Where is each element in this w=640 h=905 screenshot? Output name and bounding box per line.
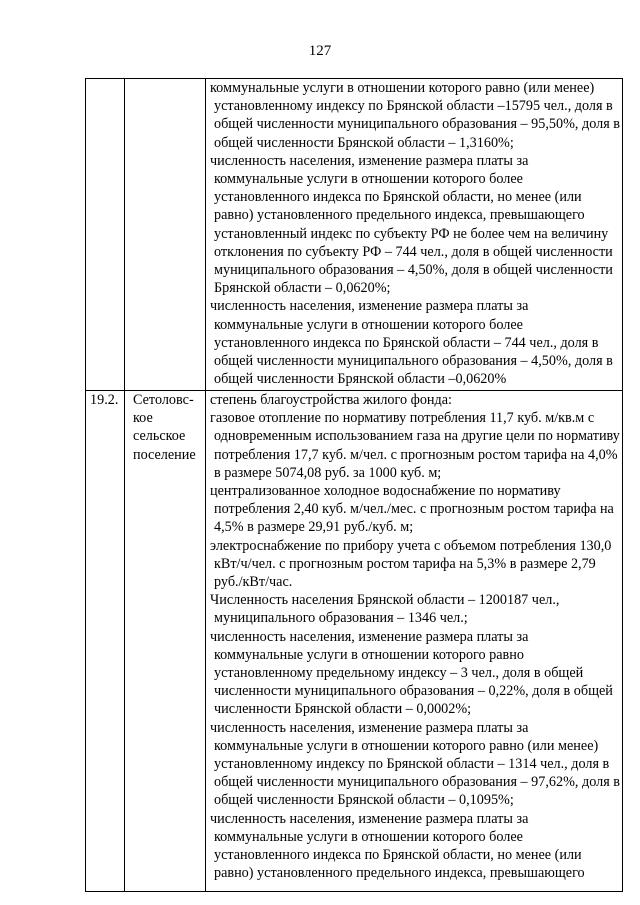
paragraph: коммунальные услуги в отношении которого равно (или менее) установленному индексу по Брянской области –15795 чел., доля в общей численности муниципального образования – 95,50%, доля в общей численности Брянской области – 1,3160%;: [210, 80, 620, 151]
paragraph: централизованное холодное водоснабжение по нормативу потребления 2,40 куб. м/чел./мес. с прогнозным ростом тарифа на 4,5% в размере 29,91 руб./куб. м;: [210, 483, 614, 536]
paragraph: Численность населения Брянской области – 1200187 чел., муниципального образования – 1346 чел.;: [210, 592, 560, 627]
municipality-cell: [125, 391, 206, 892]
paragraph: численность населения, изменение размера платы за коммунальные услуги в отношении которого равно установленному предельному индексу – 3 чел., доля в общей численности муниципального образования – 0,22%, доля в общей численности Брянской области – 0,0002%;: [210, 628, 613, 718]
row-number: 19.2.: [90, 392, 119, 408]
row-number-cell: [86, 79, 125, 391]
paragraph: численность населения, изменение размера платы за коммунальные услуги в отношении которого равно (или менее) установленному индексу по Брянской области – 1314 чел., доля в общей численности муниципального образования – 97,62%, доля в общей численности Брянской области – 0,1095%;: [210, 719, 620, 809]
paragraph: газовое отопление по нормативу потребления 11,7 куб. м/кв.м с одновременным использованием газа на другие цели по нормативу потребления 17,7 куб. м/чел. с прогнозным ростом тарифа на 4,0% в размере 5074,08 руб. за 1000 куб. м;: [210, 410, 620, 481]
paragraph: степень благоустройства жилого фонда:: [210, 392, 452, 408]
municipality-name: Сетоловс-кое сельское поселение: [133, 392, 196, 463]
description-cell: [206, 391, 623, 892]
paragraph: электроснабжение по прибору учета с объемом потребления 130,0 кВт/ч/чел. с прогнозным ростом тарифа на 5,3% в размере 2,79 руб./кВт/час.: [210, 537, 612, 591]
table-row: [86, 79, 623, 391]
municipality-cell: [125, 79, 206, 391]
paragraph: численность населения, изменение размера платы за коммунальные услуги в отношении которого более установленного индекса по Брянской области – 744 чел., доля в общей численности муниципального образования – 4,50%, доля в общей численности Брянской области –0,0620%: [210, 298, 613, 388]
paragraph: численность населения, изменение размера платы за коммунальные услуги в отношении которого более установленного индекса по Брянской области, но менее (или равно) установленного предельного индекса, превышающего установленный индекс по субъекту РФ не более чем на величину отклонения по субъекту РФ – 744 чел., доля в общей численности муниципального образования – 4,50%, доля в общей численности Брянской области – 0,0620%;: [210, 152, 613, 297]
document-table: [85, 78, 623, 892]
paragraph: численность населения, изменение размера платы за коммунальные услуги в отношении которого более установленного индекса по Брянской области, но менее (или равно) установленного предельного индекса, превышающего: [210, 810, 585, 882]
description-cell: [206, 79, 623, 391]
row-number-cell: [86, 391, 125, 892]
page-number: 127: [308, 43, 332, 59]
table-row: [86, 391, 623, 892]
